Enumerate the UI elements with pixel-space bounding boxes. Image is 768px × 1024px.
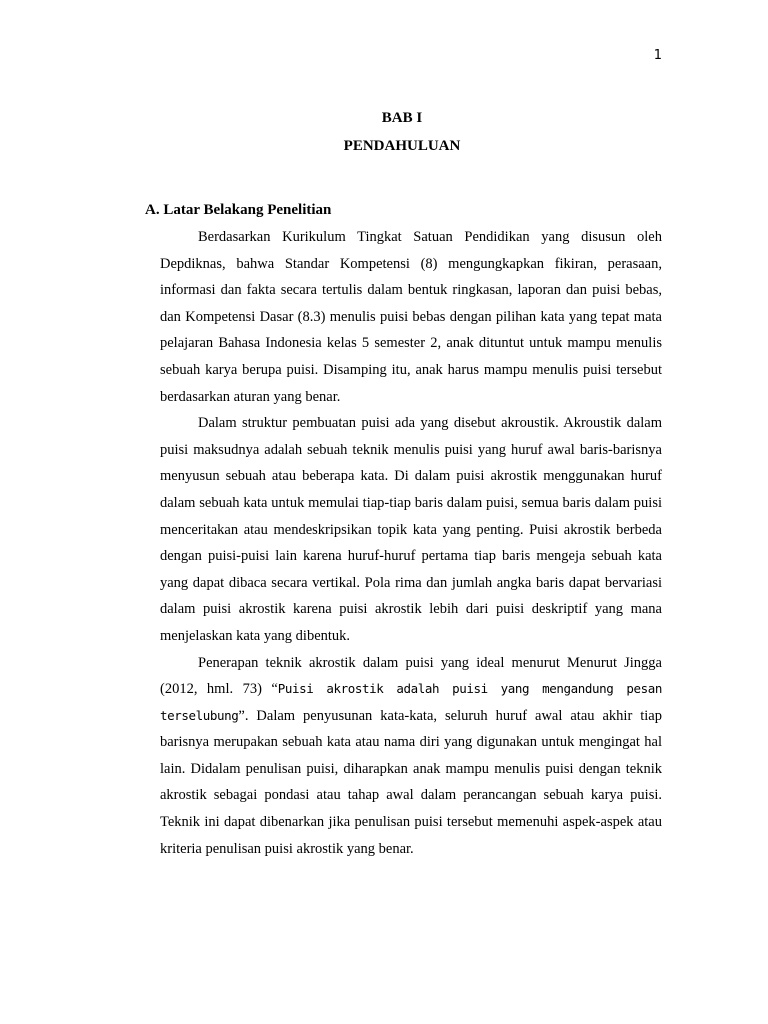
paragraph-1: Berdasarkan Kurikulum Tingkat Satuan Pendidikan yang disusun oleh Depdiknas, bahwa Standar Kompetensi (8) mengungkapkan fikiran, perasaan, informasi dan fakta secara tertulis dalam bentuk ringkasan, laporan dan puisi bebas, dan Kompetensi Dasar (8.3) menulis puisi bebas dengan pilihan kata yang tepat mata pelajaran Bahasa Indonesia kelas 5 semester 2, anak dituntut untuk mampu menulis sebuah karya berupa puisi. Disamping itu, anak harus mampu menulis puisi tersebut berdasarkan aturan yang benar. <box>160 229 662 405</box>
chapter-title: PENDAHULUAN <box>343 138 461 154</box>
paragraph-3-quote: Puisi akrostik adalah puisi yang mengandung pesan terselubung <box>160 681 662 723</box>
paragraph-3 <box>160 650 662 863</box>
section-heading: A. Latar Belakang Penelitian <box>145 202 332 218</box>
body-text <box>160 224 662 862</box>
page-number: 1 <box>653 48 662 63</box>
chapter-label: BAB I <box>381 110 423 126</box>
paragraph-3-rest: ”. Dalam penyusunan kata-kata, seluruh huruf awal atau akhir tiap barisnya merupakan sebuah kata atau nama diri yang digunakan untuk mengingat hal lain. Didalam penulisan puisi, diharapkan anak mampu menulis puisi dengan teknik akrostik sebagai pondasi atau tahap awal dalam perancangan sebuah karya puisi. Teknik ini dapat dibenarkan jika penulisan puisi tersebut memenuhi aspek-aspek atau kriteria penulisan puisi akrostik yang benar. <box>160 707 662 857</box>
paragraph-3-intro: Penerapan teknik akrostik dalam puisi yang ideal menurut Menurut Jingga (2012, hml. 73) “ <box>160 654 662 698</box>
paragraph-2: Dalam struktur pembuatan puisi ada yang disebut akroustik. Akroustik dalam puisi maksudnya adalah sebuah teknik menulis puisi yang huruf awal baris-barisnya menyusun sebuah atau beberapa kata. Di dalam puisi akrostik menggunakan huruf dalam sebuah kata untuk memulai tiap-tiap baris dalam puisi, semua baris dalam puisi menceritakan atau mendeskripsikan topik kata yang penting. Puisi akrostik berbeda dengan puisi-puisi lain karena huruf-huruf pertama tiap baris mengeja sebuah kata yang dapat dibaca secara vertikal. Pola rima dan jumlah angka baris dapat bervariasi dalam puisi akrostik karena puisi akrostik lebih dari puisi deskriptif yang mana menjelaskan kata yang dibentuk. <box>160 415 662 644</box>
